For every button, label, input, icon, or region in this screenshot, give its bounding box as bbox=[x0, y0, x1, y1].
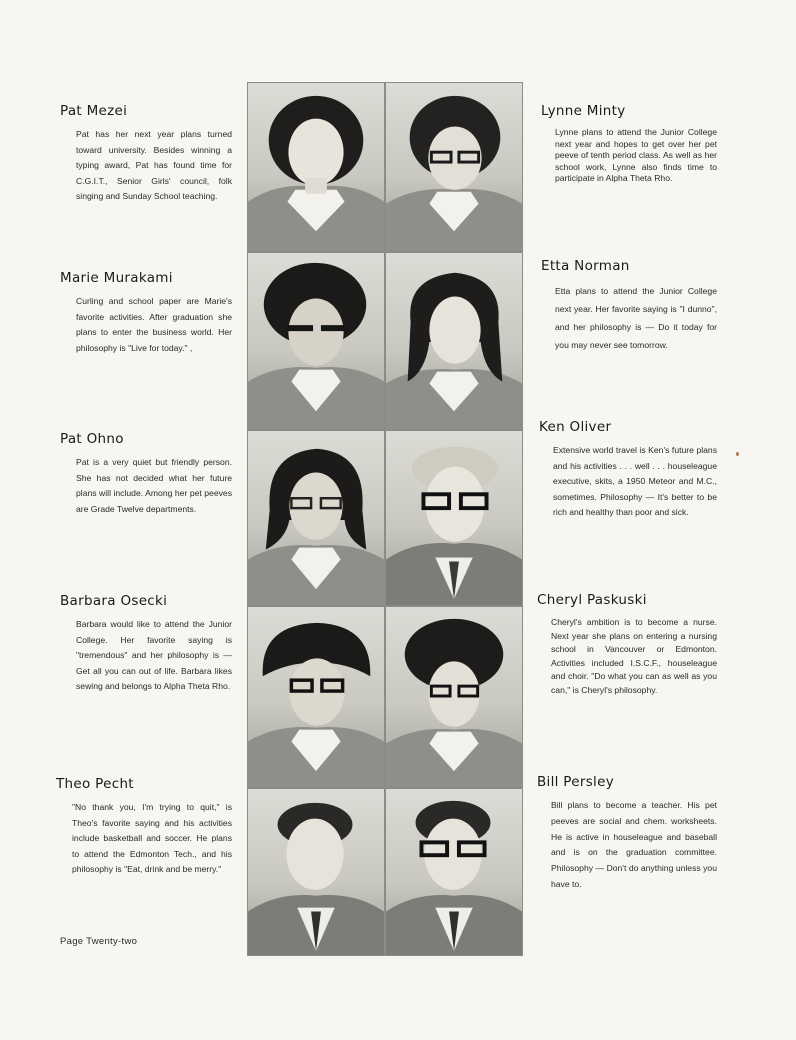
portrait-photo bbox=[247, 252, 385, 430]
portrait-photo bbox=[247, 430, 385, 606]
portrait-photo bbox=[247, 788, 385, 956]
student-name: Marie Murakami bbox=[60, 270, 173, 286]
paper-speck bbox=[736, 452, 739, 456]
student-bio: Extensive world travel is Ken's future plans and his activities . . . well . . . houseleague executive, skits, a 1950 Meteor and M.C., sometimes. Philosophy — It's better to be rich and healthy than poor and sick. bbox=[553, 445, 717, 517]
student-entry-cheryl-paskuski bbox=[537, 592, 717, 697]
student-name: Pat Mezei bbox=[60, 103, 128, 119]
student-bio: "No thank you, I'm trying to quit," is Theo's favorite saying and his activities include basketball and soccer. He plans to attend the Edmonton Tech., and his philosophy is "Eat, drink and be merry." bbox=[72, 802, 232, 874]
student-entry-pat-ohno bbox=[60, 431, 232, 517]
student-name: Bill Persley bbox=[537, 774, 614, 790]
student-entry-bill-persley bbox=[537, 774, 717, 893]
student-entry-theo-pecht bbox=[56, 776, 232, 878]
portrait-grid bbox=[247, 82, 523, 956]
student-name: Etta Norman bbox=[541, 258, 630, 274]
student-entry-barbara-osecki bbox=[60, 593, 232, 695]
student-bio: Lynne plans to attend the Junior College next year and hopes to get over her pet peeve of tenth period class. As well as her school work, Lynne also finds time to participate in Alpha Theta Rho. bbox=[555, 127, 717, 183]
portrait-photo bbox=[247, 606, 385, 788]
student-entry-marie-murakami bbox=[60, 270, 232, 356]
portrait-photo bbox=[385, 788, 523, 956]
portrait-photo bbox=[385, 82, 523, 252]
portrait-photo bbox=[247, 82, 385, 252]
student-entry-lynne-minty bbox=[541, 103, 717, 185]
student-bio: Barbara would like to attend the Junior College. Her favorite saying is "tremendous" and her philosophy is — Get all you can out of life. Barbara likes sewing and belongs to Alpha Theta Rho. bbox=[76, 619, 232, 691]
page-number: Page Twenty-two bbox=[60, 936, 138, 947]
portrait-photo bbox=[385, 430, 523, 606]
student-name: Cheryl Paskuski bbox=[537, 592, 647, 608]
student-name: Ken Oliver bbox=[539, 419, 612, 435]
student-bio: Curling and school paper are Marie's favorite activities. After graduation she plans to enter the business world. Her philosophy is "Live for today." , bbox=[76, 296, 232, 353]
student-bio: Cheryl's ambition is to become a nurse. Next year she plans on entering a nursing school in Vancouver or Edmonton. Activities included I.S.C.F., houseleague and choir. "Do what you can as well as you can," is Cheryl's philosophy. bbox=[551, 617, 717, 695]
student-bio: Pat is a very quiet but friendly person. She has not decided what her future plans will include. Among her pet peeves are Grade Twelve departments. bbox=[76, 457, 232, 514]
student-name: Barbara Osecki bbox=[60, 593, 168, 609]
student-bio: Etta plans to attend the Junior College next year. Her favorite saying is "I dunno", and her philosophy is — Do it today for you may never see tomorrow. bbox=[555, 286, 717, 350]
student-name: Theo Pecht bbox=[56, 776, 134, 792]
portrait-photo bbox=[385, 606, 523, 788]
student-entry-pat-mezei bbox=[60, 103, 232, 205]
portrait-photo bbox=[385, 252, 523, 430]
student-bio: Pat has her next year plans turned toward university. Besides winning a typing award, Pat has found time for C.G.I.T., Senior Girls' council, folk singing and Sunday School teaching. bbox=[76, 129, 232, 201]
student-name: Lynne Minty bbox=[541, 103, 626, 119]
student-name: Pat Ohno bbox=[60, 431, 124, 447]
student-entry-ken-oliver bbox=[539, 419, 717, 521]
student-entry-etta-norman bbox=[541, 258, 717, 354]
student-bio: Bill plans to become a teacher. His pet peeves are social and chem. worksheets. He is active in houseleague and baseball and is on the graduation committee. Philosophy — Don't do anything unless you have to. bbox=[551, 800, 717, 889]
